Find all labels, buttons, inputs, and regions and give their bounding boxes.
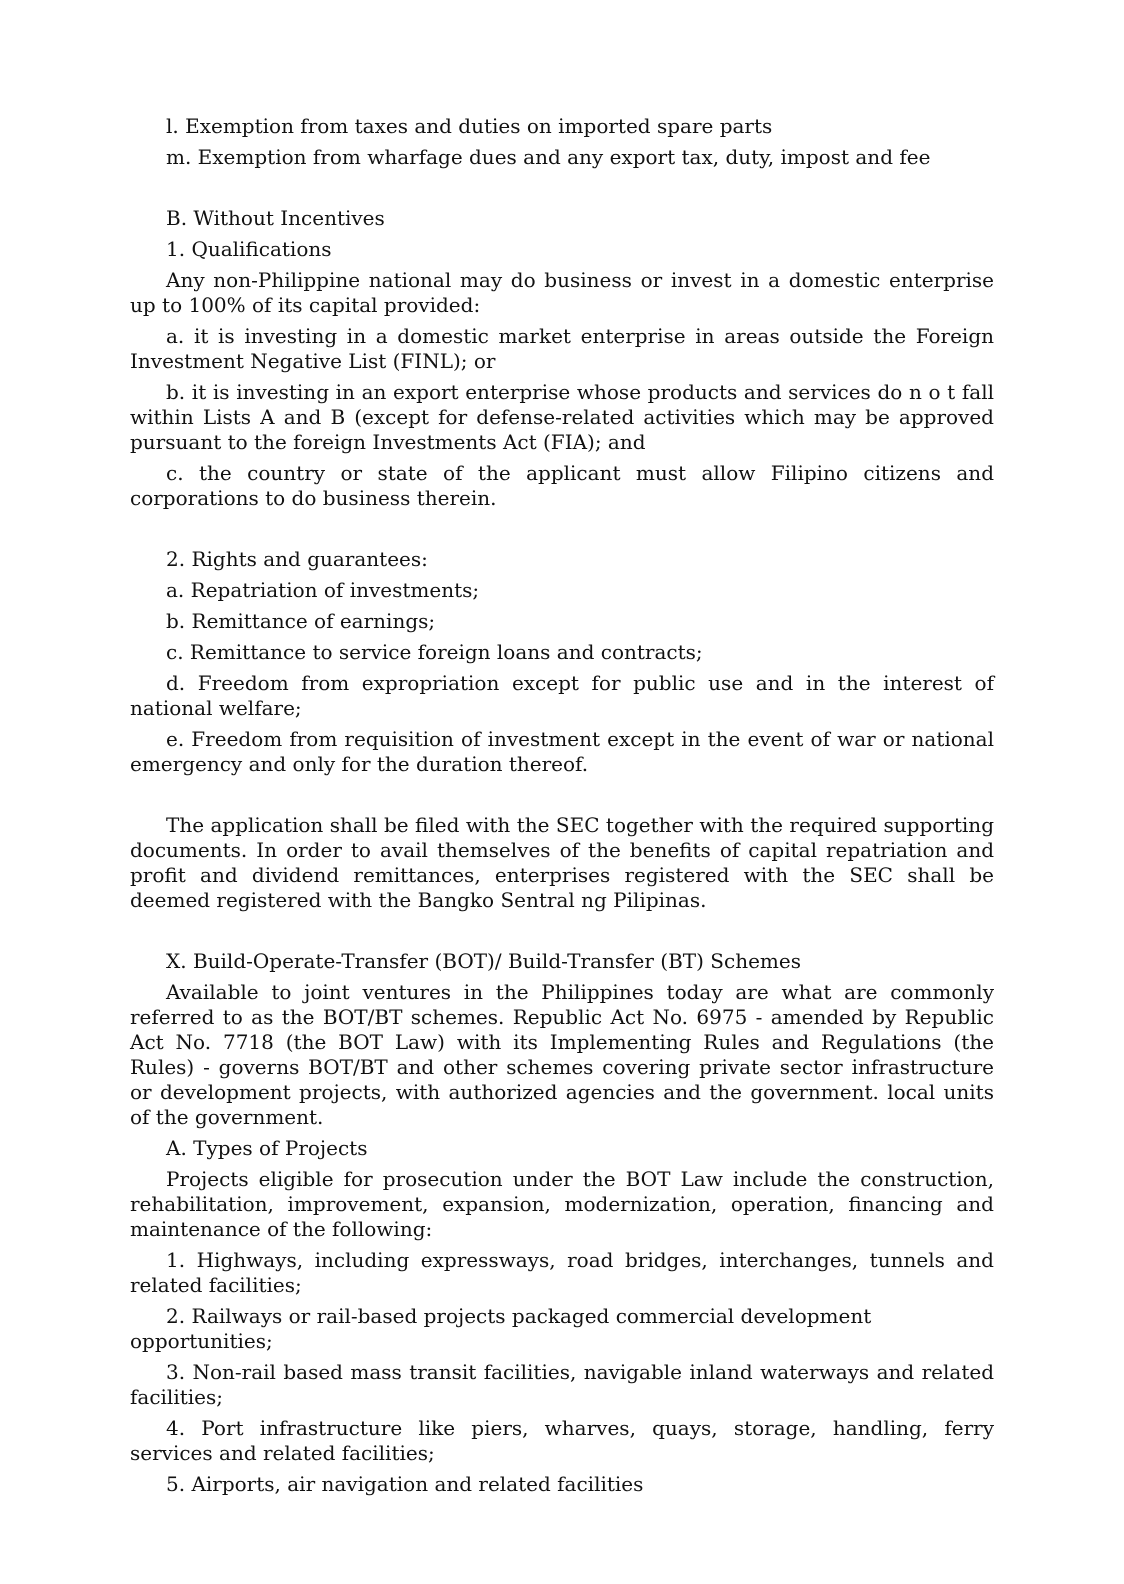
paragraph: l. Exemption from taxes and duties on imported spare parts [166, 114, 773, 138]
list-item: 5. Airports, air navigation and related facilities [166, 1472, 644, 1496]
list-item: 2. Railways or rail-based projects packaged commercial development opportunities; [130, 1304, 872, 1353]
paragraph: b. it is investing in an export enterprise whose products and services do n o t fall within Lists A and B (except for defense-related activities which may be approved pursuant to the foreign Investments Act (FIA); and [130, 380, 994, 454]
paragraph: c. the country or state of the applicant must allow Filipino citizens and corporations to do business therein. [130, 461, 994, 510]
paragraph: Projects eligible for prosecution under the BOT Law include the construction, rehabilitation, improvement, expansion, modernization, operation, financing and maintenance of the following: [130, 1167, 994, 1241]
list-item: c. Remittance to service foreign loans and contracts; [166, 640, 703, 664]
paragraph: Any non-Philippine national may do business or invest in a domestic enterprise up to 100% of its capital provided: [130, 268, 994, 317]
paragraph: Available to joint ventures in the Philippines today are what are commonly referred to as the BOT/BT schemes. Republic Act No. 6975 - amended by Republic Act No. 7718 (the BOT Law) with its Implementing Rules and Regulations (the Rules) - governs BOT/BT and other schemes covering private sector infrastructure or development projects, with authorized agencies and the government. local units of the government. [130, 980, 994, 1129]
subsection-heading: 1. Qualifications [166, 237, 332, 261]
incentives-list-continued [130, 114, 994, 170]
list-item: 3. Non-rail based mass transit facilities, navigable inland waterways and related facilities; [130, 1360, 994, 1409]
subsection-heading: A. Types of Projects [166, 1136, 368, 1160]
subsection-heading: 2. Rights and guarantees: [166, 547, 428, 571]
paragraph: m. Exemption from wharfage dues and any export tax, duty, impost and fee [166, 145, 931, 169]
application-section [130, 813, 994, 913]
list-item: a. Repatriation of investments; [166, 578, 480, 602]
paragraph: The application shall be filed with the SEC together with the required supporting documents. In order to avail themselves of the benefits of capital repatriation and profit and dividend remittances, enterprises registered with the SEC shall be deemed registered with the Bangko Sentral ng Pilipinas. [130, 813, 994, 912]
list-item: 1. Highways, including expressways, road bridges, interchanges, tunnels and related facilities; [130, 1248, 994, 1297]
list-item: b. Remittance of earnings; [166, 609, 436, 633]
without-incentives-section [130, 206, 994, 511]
paragraph: a. it is investing in a domestic market enterprise in areas outside the Foreign Investment Negative List (FINL); or [130, 324, 994, 373]
list-item: 4. Port infrastructure like piers, wharves, quays, storage, handling, ferry services and related facilities; [130, 1416, 994, 1465]
list-item: e. Freedom from requisition of investment except in the event of war or national emergency and only for the duration thereof. [130, 727, 994, 776]
bot-section [130, 949, 994, 1497]
document-page [130, 114, 994, 1503]
list-item: d. Freedom from expropriation except for public use and in the interest of national welfare; [130, 671, 994, 720]
rights-guarantees-section [130, 547, 994, 777]
section-heading: B. Without Incentives [166, 206, 385, 230]
section-heading: X. Build-Operate-Transfer (BOT)/ Build-Transfer (BT) Schemes [166, 949, 801, 973]
